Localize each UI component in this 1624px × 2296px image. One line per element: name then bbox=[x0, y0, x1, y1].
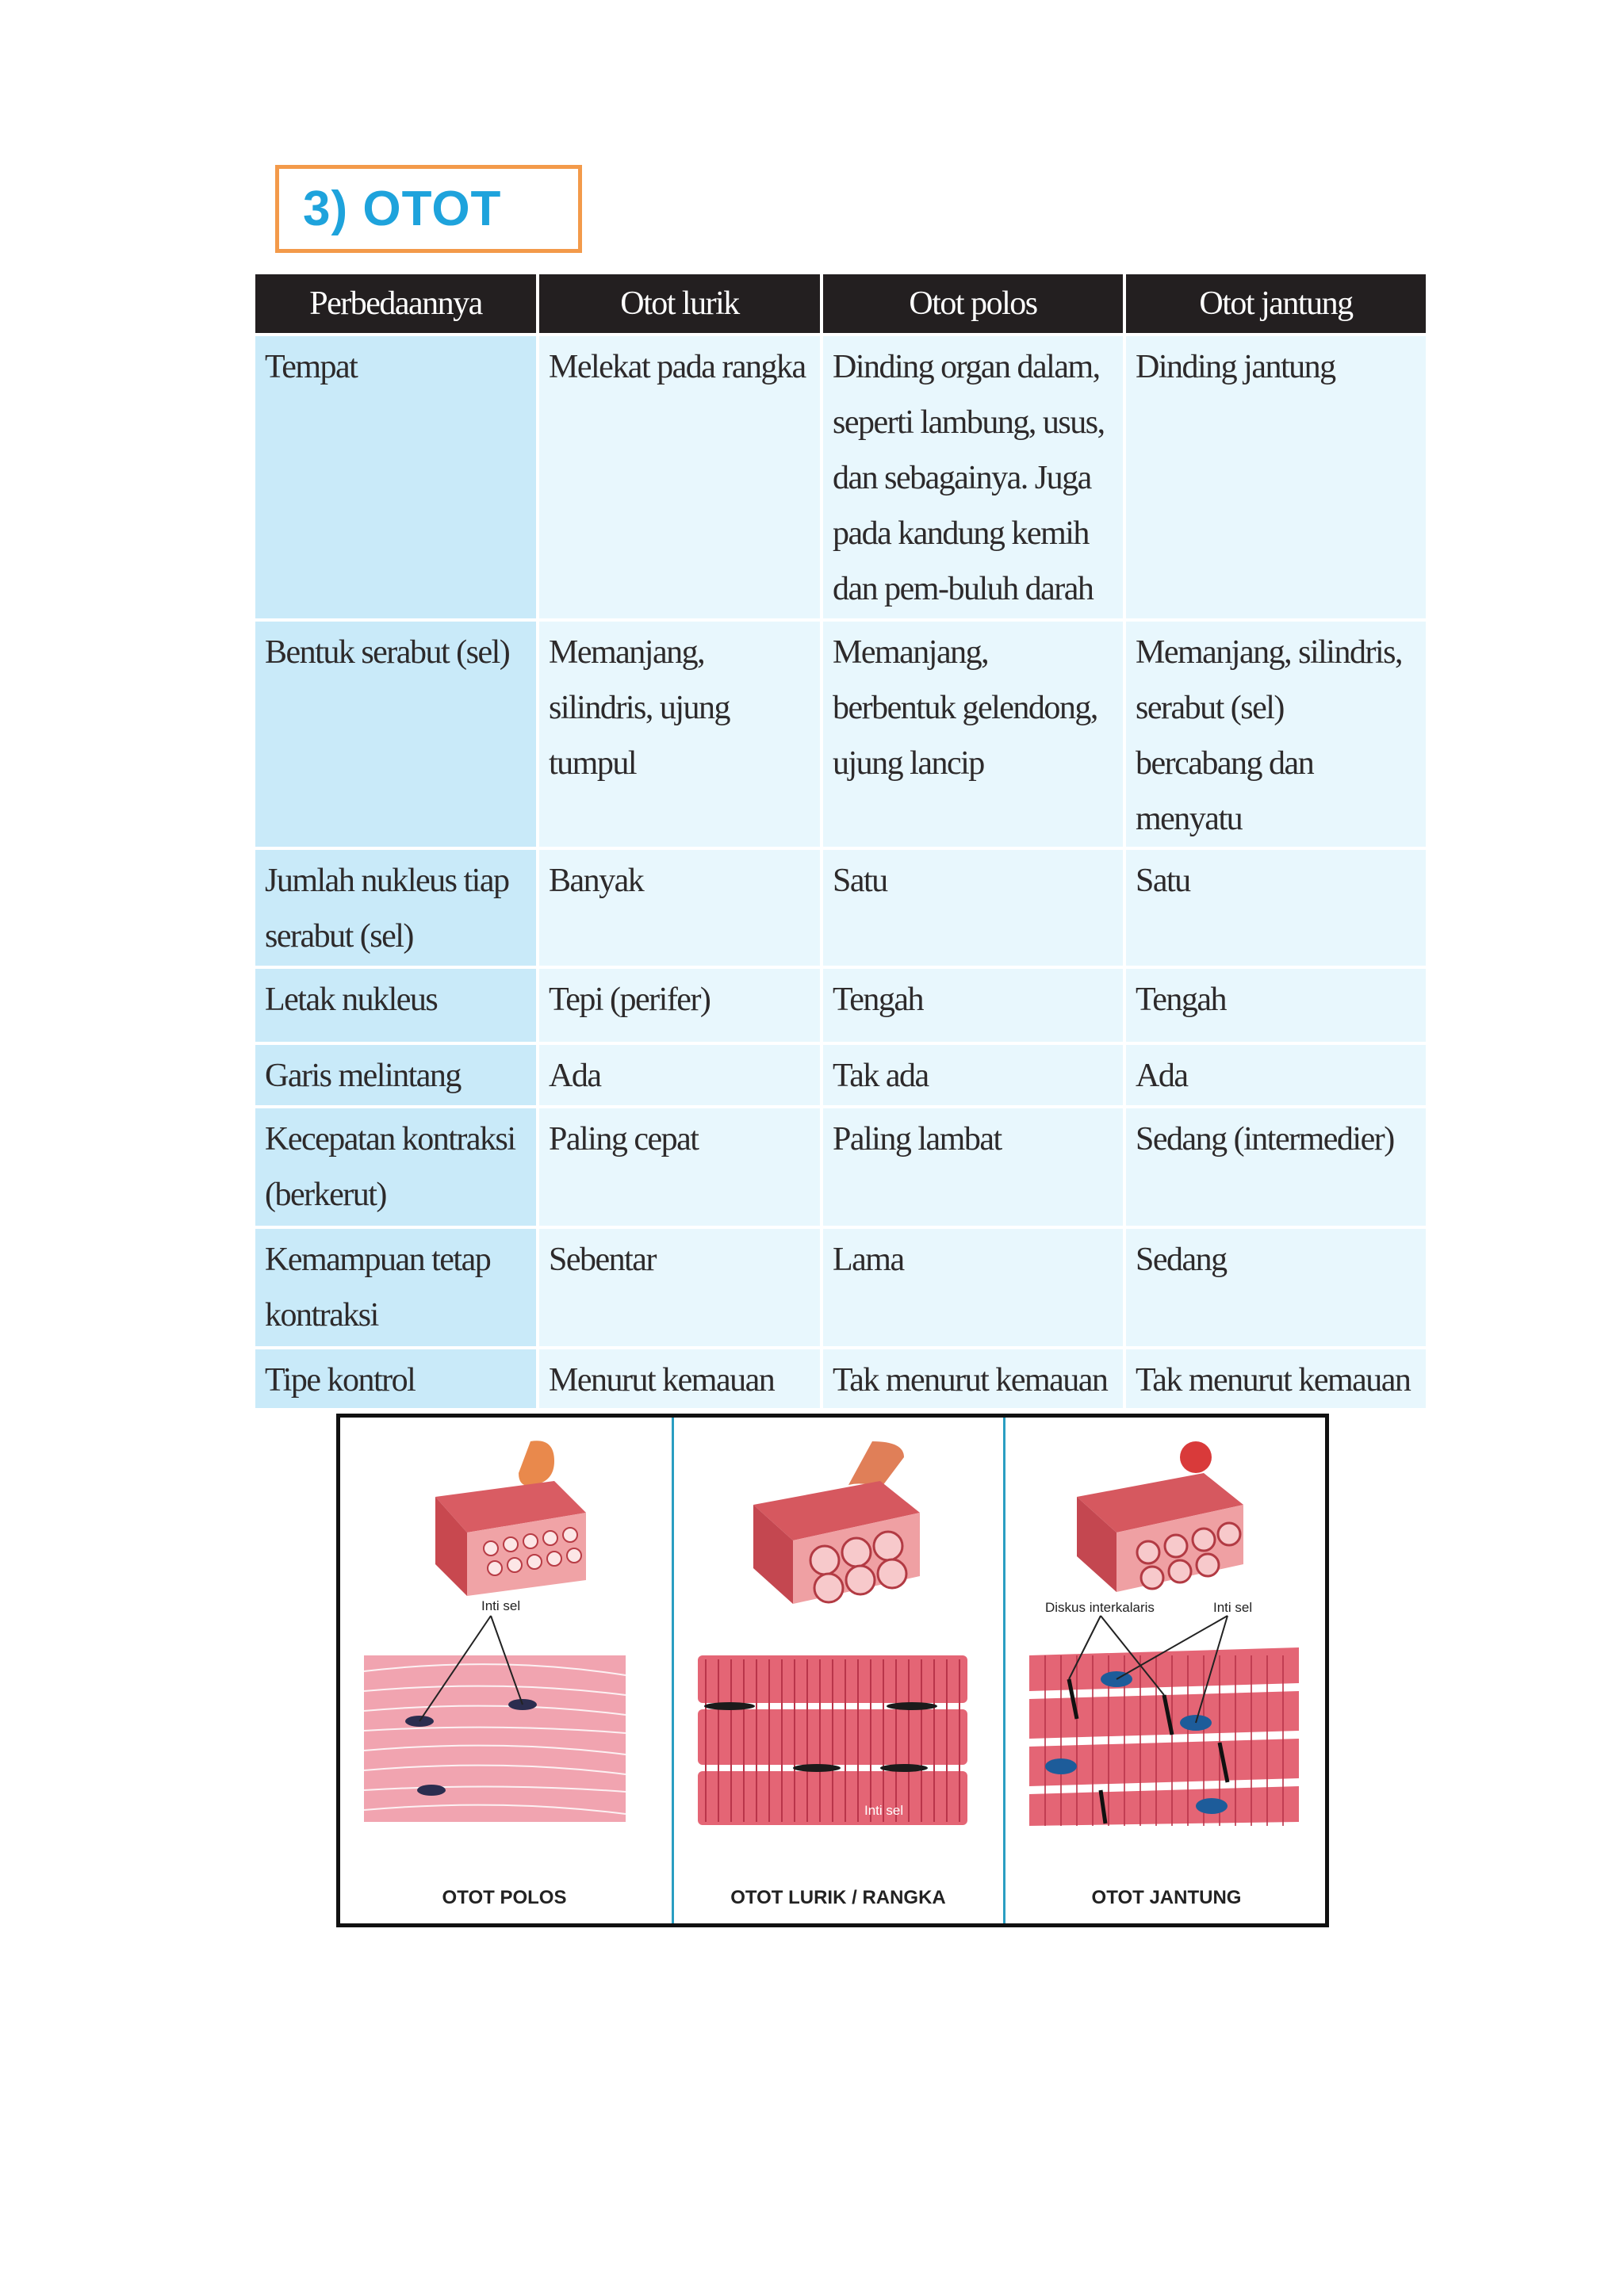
cell-lurik: Menurut kemauan bbox=[539, 1349, 820, 1408]
tag-diskus-interkalaris: Diskus interkalaris bbox=[1045, 1600, 1155, 1615]
section-heading-box bbox=[275, 165, 582, 253]
row-label: Bentuk serabut (sel) bbox=[255, 622, 536, 847]
cell-jantung: Memanjang, silindris, serabut (sel) bercabang dan menyatu bbox=[1126, 622, 1426, 847]
table-row bbox=[255, 850, 1426, 966]
cell-jantung: Tak menurut kemauan bbox=[1126, 1349, 1426, 1408]
cell-polos: Lama bbox=[823, 1229, 1123, 1346]
header-otot-polos: Otot polos bbox=[823, 274, 1123, 333]
tag-inti-sel: Inti sel bbox=[1213, 1600, 1253, 1615]
muscle-comparison-table bbox=[252, 271, 1429, 1411]
table-row bbox=[255, 1349, 1426, 1408]
row-label: Garis melintang bbox=[255, 1045, 536, 1105]
table-row bbox=[255, 622, 1426, 847]
header-perbedaan: Perbedaannya bbox=[255, 274, 536, 333]
cell-jantung: Sedang (intermedier) bbox=[1126, 1108, 1426, 1226]
label-otot-polos: OTOT POLOS bbox=[442, 1887, 567, 1908]
cell-jantung: Satu bbox=[1126, 850, 1426, 966]
label-otot-jantung: OTOT JANTUNG bbox=[1091, 1887, 1242, 1908]
muscle-types-figure bbox=[336, 1414, 1329, 1927]
table-row bbox=[255, 336, 1426, 618]
row-label: Kecepatan kontraksi (berkerut) bbox=[255, 1108, 536, 1226]
panel-otot-lurik bbox=[672, 1418, 1002, 1923]
cell-jantung: Tengah bbox=[1126, 969, 1426, 1042]
cell-polos: Memanjang, berbentuk gelendong, ujung lancip bbox=[823, 622, 1123, 847]
row-label: Tempat bbox=[255, 336, 536, 618]
header-otot-jantung: Otot jantung bbox=[1126, 274, 1426, 333]
table-row bbox=[255, 1045, 1426, 1105]
panel-otot-polos bbox=[340, 1418, 668, 1923]
panel-otot-jantung bbox=[1003, 1418, 1327, 1923]
cell-jantung: Sedang bbox=[1126, 1229, 1426, 1346]
cell-polos: Paling lambat bbox=[823, 1108, 1123, 1226]
header-otot-lurik: Otot lurik bbox=[539, 274, 820, 333]
cardiac-muscle-illustration bbox=[1005, 1418, 1327, 1925]
table-row bbox=[255, 1229, 1426, 1346]
label-otot-lurik: OTOT LURIK / RANGKA bbox=[730, 1887, 946, 1908]
cell-lurik: Melekat pada rangka bbox=[539, 336, 820, 618]
table-header-row bbox=[255, 274, 1426, 333]
cell-lurik: Sebentar bbox=[539, 1229, 820, 1346]
cell-lurik: Paling cepat bbox=[539, 1108, 820, 1226]
cell-polos: Tengah bbox=[823, 969, 1123, 1042]
section-heading: 3) OTOT bbox=[303, 182, 502, 236]
smooth-muscle-illustration bbox=[340, 1418, 668, 1925]
cell-polos: Tak ada bbox=[823, 1045, 1123, 1105]
cell-jantung: Ada bbox=[1126, 1045, 1426, 1105]
skeletal-muscle-illustration bbox=[674, 1418, 1002, 1925]
tag-inti-sel: Inti sel bbox=[481, 1598, 521, 1613]
cell-lurik: Memanjang, silindris, ujung tumpul bbox=[539, 622, 820, 847]
row-label: Tipe kontrol bbox=[255, 1349, 536, 1408]
row-label: Kemampuan tetap kontraksi bbox=[255, 1229, 536, 1346]
cell-lurik: Ada bbox=[539, 1045, 820, 1105]
cell-lurik: Banyak bbox=[539, 850, 820, 966]
cell-polos: Satu bbox=[823, 850, 1123, 966]
cell-polos: Dinding organ dalam, seperti lambung, usus, dan sebagainya. Juga pada kandung kemih dan pem-buluh darah bbox=[823, 336, 1123, 618]
table-row bbox=[255, 1108, 1426, 1226]
cell-jantung: Dinding jantung bbox=[1126, 336, 1426, 618]
tag-inti-sel: Inti sel bbox=[864, 1803, 904, 1818]
table-row bbox=[255, 969, 1426, 1042]
row-label: Letak nukleus bbox=[255, 969, 536, 1042]
cell-polos: Tak menurut kemauan bbox=[823, 1349, 1123, 1408]
cell-lurik: Tepi (perifer) bbox=[539, 969, 820, 1042]
row-label: Jumlah nukleus tiap serabut (sel) bbox=[255, 850, 536, 966]
